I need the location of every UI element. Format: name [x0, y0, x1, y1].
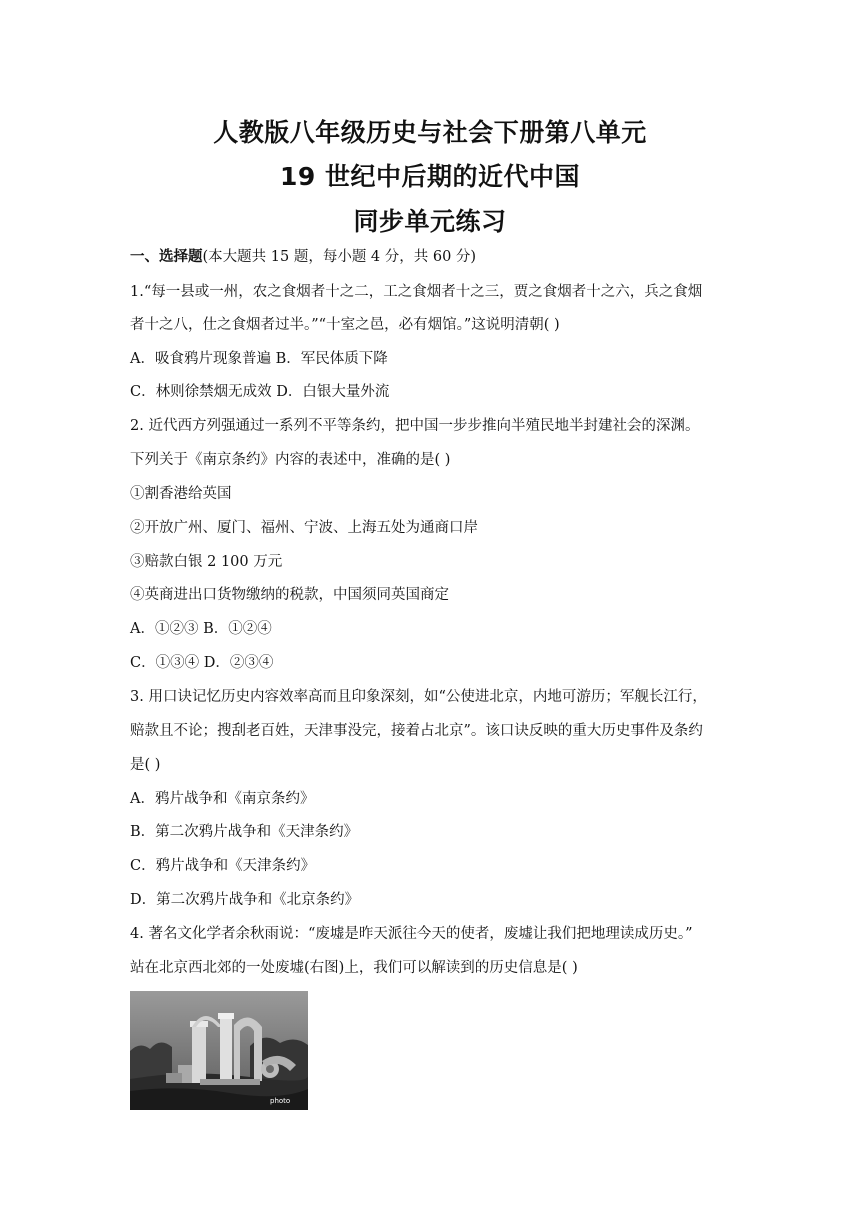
- question-3-option-a: A．鸦片战争和《南京条约》: [130, 791, 315, 807]
- question-3-option-d: D．第二次鸦片战争和《北京条约》: [130, 892, 360, 908]
- section-heading-label: 一、选择题: [130, 248, 203, 265]
- ruins-photo: [130, 991, 308, 1110]
- question-1-line-2: 者十之八，仕之食烟者过半。”“十室之邑，必有烟馆。”这说明清朝( ): [130, 317, 560, 333]
- question-4-line-2: 站在北京西北郊的一处废墟(右图)上，我们可以解读到的历史信息是( ): [130, 960, 578, 976]
- question-2-item-4: ④英商进出口货物缴纳的税款，中国须同英国商定: [130, 587, 449, 603]
- question-3-option-c: C．鸦片战争和《天津条约》: [130, 858, 316, 874]
- question-1-options-ab: A．吸食鸦片现象普遍 B．军民体质下降: [130, 351, 388, 367]
- question-2-item-1: ①割香港给英国: [130, 486, 232, 502]
- title-line-3: 同步单元练习: [353, 207, 507, 236]
- title-line-2: 19 世纪中后期的近代中国: [280, 162, 580, 191]
- question-2-line-1: 2. 近代西方列强通过一系列不平等条约，把中国一步步推向半殖民地半封建社会的深渊。: [130, 418, 700, 434]
- photo-watermark: photo: [270, 1097, 291, 1105]
- question-2-options-ab: A．①②③ B．①②④: [130, 621, 272, 637]
- question-3-option-b: B．第二次鸦片战争和《天津条约》: [130, 824, 359, 840]
- question-1-line-1: 1.“每一县或一州，农之食烟者十之二，工之食烟者十之三，贾之食烟者十之六，兵之食烟: [130, 284, 703, 300]
- question-3-line-1: 3. 用口诀记忆历史内容效率高而且印象深刻，如“公使进北京，内地可游历；军舰长江行，: [130, 689, 707, 705]
- question-4-line-1: 4. 著名文化学者余秋雨说：“废墟是昨天派往今天的使者，废墟让我们把地理读成历史。”: [130, 926, 693, 942]
- question-2-line-2: 下列关于《南京条约》内容的表述中，准确的是( ): [130, 452, 451, 468]
- question-1-options-cd: C．林则徐禁烟无成效 D．白银大量外流: [130, 384, 390, 400]
- question-3-line-3: 是( ): [130, 757, 161, 773]
- section-heading: [130, 247, 740, 267]
- question-2-item-3: ③赔款白银 2 100 万元: [130, 554, 283, 570]
- question-2-options-cd: C．①③④ D．②③④: [130, 655, 274, 671]
- question-3-line-2: 赔款且不论；搜刮老百姓，天津事没完，接着占北京”。该口诀反映的重大历史事件及条约: [130, 723, 703, 739]
- question-2-item-2: ②开放广州、厦门、福州、宁波、上海五处为通商口岸: [130, 520, 478, 536]
- title-line-1: 人教版八年级历史与社会下册第八单元: [213, 118, 647, 147]
- section-heading-note: (本大题共 15 题，每小题 4 分，共 60 分): [202, 249, 477, 265]
